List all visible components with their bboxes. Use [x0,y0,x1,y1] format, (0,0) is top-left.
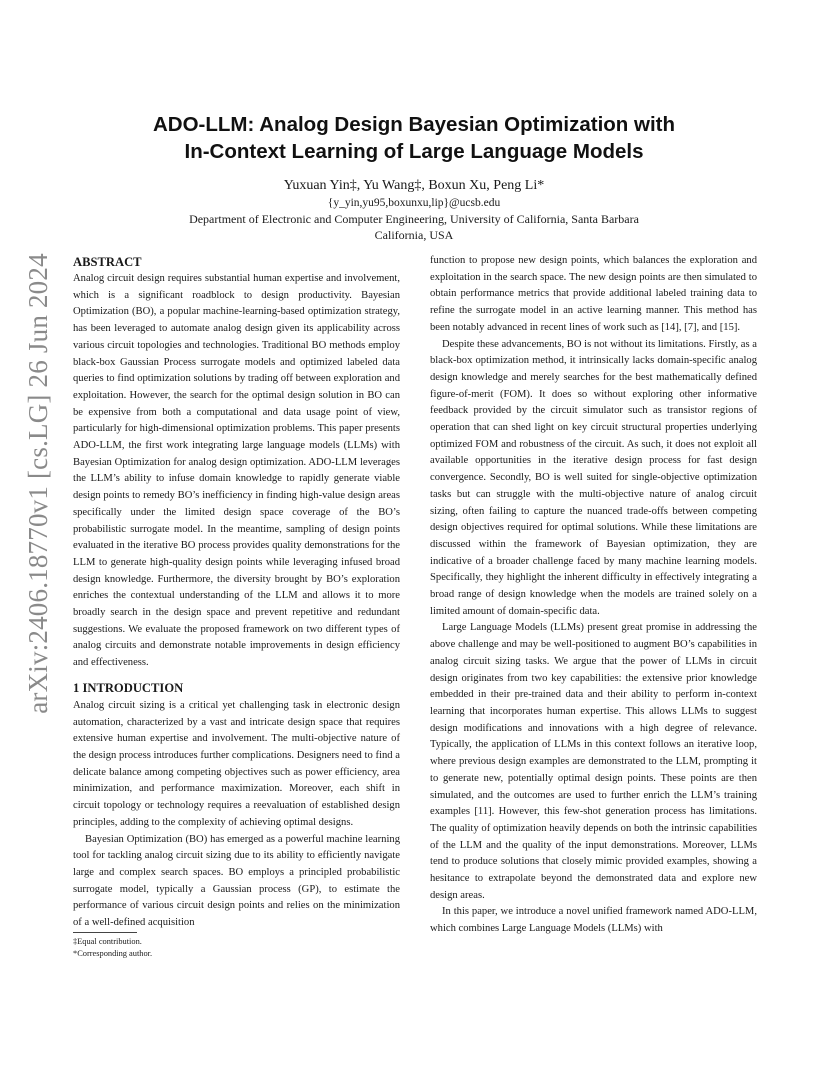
arxiv-identifier: arXiv:2406.18770v1 [cs.LG] 26 Jun 2024 [22,252,53,714]
intro-paragraph-4: Large Language Models (LLMs) present great promise in addressing the above challenge and may be well-positioned to augment BO’s capabilities in analog circuit sizing tasks. We argue that the power of LLMs in circuit design originates from two key capabilities: the extensive prior knowledge embedded in their pre-trained data and their ability to perform in-context learning that incorporates human expertise. This allows LLMs to suggest design modifications and innovations with a high degree of relevance. Typically, the application of LLMs in this context follows an iterative loop, where previous design examples are demonstrated to the LLM, prompting it to generate new, potentially optimal design points. These points are then simulated, and the outcomes are used to further enrich the LLM’s training examples [11]. However, this few-shot generation process has limitations. The quality of optimization heavily depends on both the intrinsic capabilities of the LLM and the quality of the input demonstrations. Moreover, LLMs tend to produce solutions that closely mimic provided examples, showing a hesitance to extrapolate beyond the demonstrated data and explore new design areas. [430,622,757,901]
abstract-text: Analog circuit design requires substantial human expertise and involvement, which is a significant roadblock to design productivity. Bayesian Optimization (BO), a popular machine-learning-based optimization strategy, has been leveraged to automate analog design given its applicability across various circuit topologies and technologies. Traditional BO methods employ black-box Gaussian Process surrogate models and optimized labeled data queries to find optimization solutions by trading off between exploration and exploitation. However, the search for the optimal design solution in BO can be expensive from both a computational and data usage point of view, particularly for high-dimensional optimization problems. This paper presents ADO-LLM, the first work integrating large language models (LLMs) with Bayesian Optimization for analog design optimization. ADO-LLM leverages the LLM’s ability to infuse domain knowledge to rapidly generate viable design points to remedy BO’s inefficiency in finding high-value design areas specifically under the limited design space coverage of the BO’s probabilistic surrogate model. In the meantime, sampling of design points evaluated in the iterative BO process provides quality demonstrations for the LLM to generate high-quality design points while leveraging infused broad design knowledge. Furthermore, the diversity brought by BO’s exploration enriches the contextual understanding of the LLM and allows it to more broadly search in the design space and prevent repetitive and redundant suggestions. We evaluate the proposed framework on two different types of analog circuits and demonstrate notable improvements in design efficiency and effectiveness. [73,273,400,669]
author-list: Yuxuan Yin‡, Yu Wang‡, Boxun Xu, Peng Li* [283,178,545,193]
right-column [430,253,757,938]
footnote-equal-contribution: ‡Equal contribution. [73,937,142,946]
intro-paragraph-2-continued: function to propose new design points, which balances the exploration and exploitation in the search space. The new design points are then simulated to obtain performance metrics that provide additional labeled training data to refine the surrogate model in an active learning manner. This method has been notably advanced in recent lines of work such as [14], [7], and [15]. [430,255,757,333]
affiliation-line-1: Department of Electronic and Computer Engineering, University of California, Santa Barbara [189,212,639,226]
affiliation [80,211,748,243]
intro-paragraph-5: In this paper, we introduce a novel unified framework named ADO-LLM, which combines Large Language Models (LLMs) with [430,906,757,935]
paper-title [80,111,748,165]
footnotes [73,932,400,959]
left-column [73,253,400,932]
footnote-divider [73,932,137,933]
title-line-1: ADO-LLM: Analog Design Bayesian Optimization with [152,113,675,136]
intro-paragraph-1: Analog circuit sizing is a critical yet challenging task in electronic design automation, characterized by a vast and intricate design space that requires extensive human expertise and involvement. The multi-objective nature of the design process introduces further complications. Designers need to find a delicate balance among competing objectives such as power efficiency, area minimization, and performance maximization. Moreover, each shift in circuit topology or technology requires a reevaluation of established design principles, adding to the complexity of achieving optimal designs. [73,699,400,828]
section-heading-introduction: 1 INTRODUCTION [73,680,184,695]
intro-paragraph-3: Despite these advancements, BO is not without its limitations. Firstly, as a black-box optimization method, it intrinsically lacks domain-specific analog design knowledge and merely searches for the best mathematically defined figure-of-merit (FOM). It does so without exploring other informative feedback provided by the circuit simulator such as transistor regions of operation that can shed light on key circuit structural properties underlying optimized FOM and robustness of the circuit. As such, it does not exploit all available opportunities in the iterative design process for fast design convergence. Secondly, BO is well suited for single-objective optimization tasks but can struggle with the multi-objective nature of analog circuit sizing, often failing to capture the nuanced trade-offs between competing design objectives required for optimal solutions. While these limitations are discussed within the framework of Bayesian optimization, they are indicative of a broader challenge faced by many machine learning models. Specifically, they highlight the inherent difficulty in effectively integrating a broad range of design knowledge when the models are trained solely on a limited amount of domain-specific data. [430,338,757,617]
author-emails: {y_yin,yu95,boxunxu,lip}@ucsb.edu [327,197,501,209]
arxiv-sidebar [2,252,74,714]
affiliation-line-2: California, USA [374,228,454,242]
footnote-corresponding-author: *Corresponding author. [73,948,153,958]
intro-paragraph-2: Bayesian Optimization (BO) has emerged as a powerful machine learning tool for tackling analog circuit sizing due to its ability to efficiently navigate large and complex search spaces. BO employs a principled probabilistic surrogate model, typically a Gaussian process (GP), to estimate the performance of various circuit design points and relies on the minimization of a well-defined acquisition [73,833,400,929]
abstract-heading: ABSTRACT [73,255,142,269]
title-line-2: In-Context Learning of Large Language Models [184,140,644,163]
